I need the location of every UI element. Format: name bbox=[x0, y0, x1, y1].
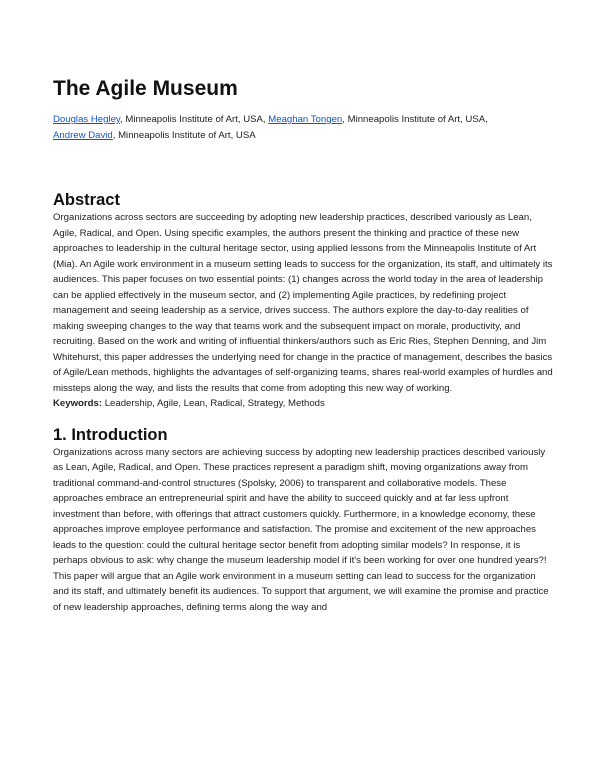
introduction-paragraph-2: This paper will argue that an Agile work environment in a museum setting can lead to success for the organization and its staff, and ultimately benefit its audiences. To support that argument, we will examine the promise and practice of new leadership approaches, defining terms along the way and bbox=[53, 570, 549, 613]
author-affiliation: , Minneapolis Institute of Art, USA, bbox=[342, 114, 488, 125]
author-link-meaghan-tongen[interactable]: Meaghan Tongen bbox=[268, 114, 343, 125]
keywords-line bbox=[53, 396, 553, 412]
author-affiliation: , Minneapolis Institute of Art, USA bbox=[112, 129, 256, 141]
author-list bbox=[53, 112, 553, 143]
abstract-heading: Abstract bbox=[53, 191, 120, 209]
paper-title: The Agile Museum bbox=[53, 77, 238, 100]
author-link-andrew-david[interactable]: Andrew David bbox=[53, 129, 113, 141]
introduction-heading: 1. Introduction bbox=[53, 425, 168, 444]
abstract-text: Organizations across sectors are succeeding by adopting new leadership practices, described variously as Lean, Agile, Radical, and Open. Using specific examples, the authors present the thinking and practice of these new approaches to leadership in the cultural heritage sector, using applied lessons from the Minneapolis Institute of Art (Mia). An Agile work environment in a museum setting leads to success for the organization, its staff, and ultimately its audiences. This paper focuses on two essential points: (1) changes across the world today in the area of leadership can be applied effectively in the museum sector, and (2) implementing Agile practices, by redefining project management and seeing leadership as a service, drives success. The authors explore the day-to-day realities of making sweeping changes to the way that teams work and the subsequent impact on morale, productivity, and recruiting. Based on the work and writing of influential thinkers/authors such as Eric Ries, Stephen Denning, and Jim Whitehurst, this paper addresses the underlying need for change in the practice of management, describes the basics of Agile/Lean methods, highlights the advantages of self-organizing teams, shares real-world examples of hurdles and missteps along the way, and lists the results that come from adopting this new way of working. bbox=[53, 212, 553, 394]
paper-page bbox=[53, 76, 553, 615]
author-link-douglas-hegley[interactable]: Douglas Hegley bbox=[53, 114, 121, 125]
author-affiliation: , Minneapolis Institute of Art, USA, bbox=[120, 114, 269, 125]
introduction-paragraph-1: Organizations across many sectors are achieving success by adopting new leadership practices described variously as Lean, Agile, Radical, and Open. These practices represent a paradigm shift, moving organizations away from traditional command-and-control structures (Spolsky, 2006) to transparent and collaborative models. These approaches embrace an entrepreneurial spirit and have the ability to succeed quickly and at far less upfront investment than before, with offerings that attract customers quickly. Furthermore, in a knowledge economy, these approaches improve employee performance and satisfaction. The promise and excitement of the new approaches leads to the question: could the cultural heritage sector benefit from adopting similar models? In response, it is perhaps obvious to ask: why change the museum leadership model if it's been working for over one hundred years?! bbox=[53, 446, 547, 566]
keywords-text: Leadership, Agile, Lean, Radical, Strategy, Methods bbox=[102, 398, 325, 409]
keywords-label: Keywords: bbox=[53, 398, 103, 409]
